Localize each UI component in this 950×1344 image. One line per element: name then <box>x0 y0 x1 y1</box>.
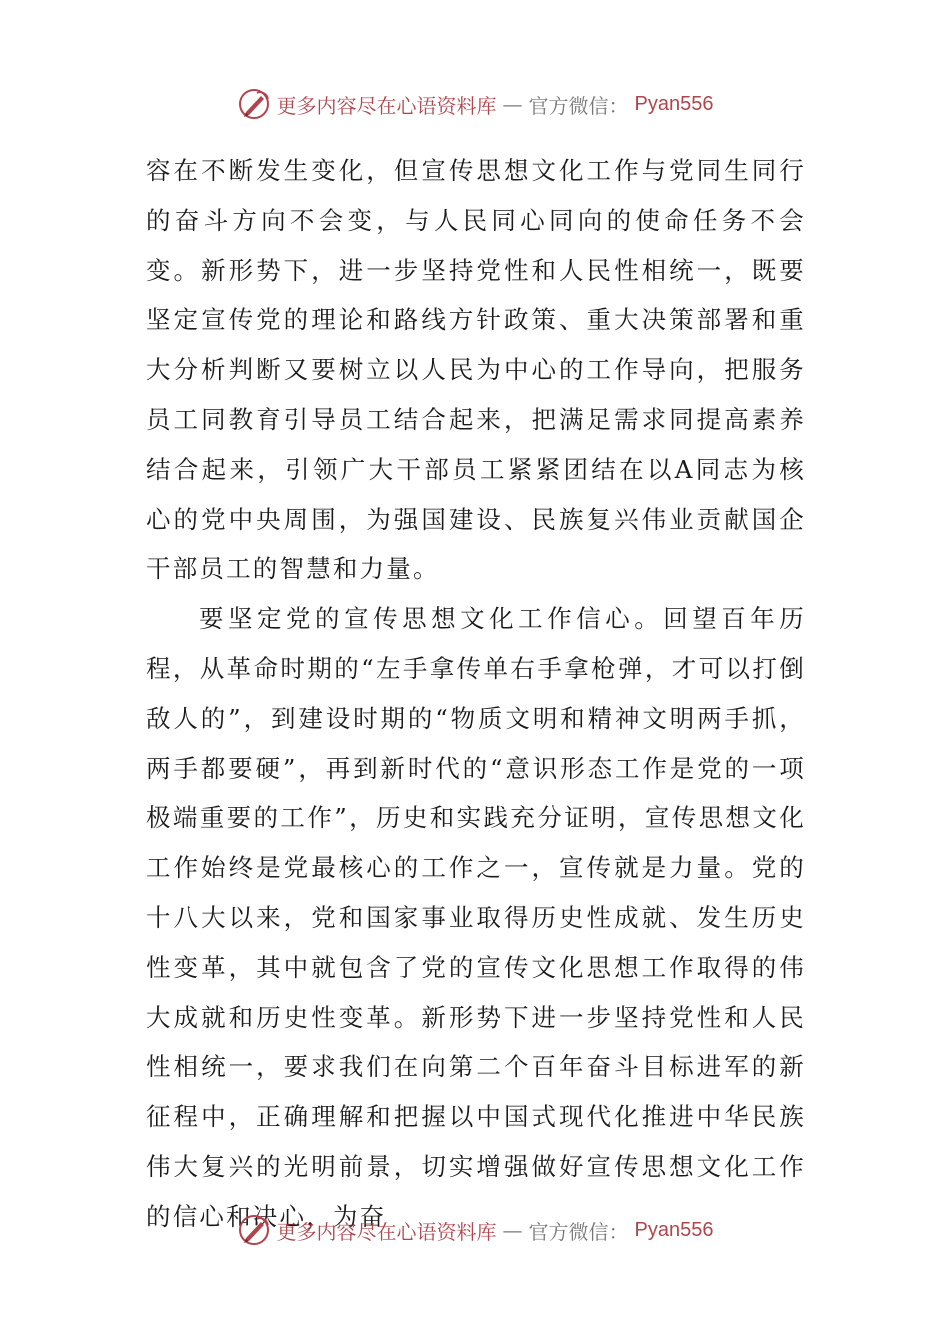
banner-dash: — <box>502 92 523 116</box>
paragraph: 要坚定党的宣传思想文化工作信心。回望百年历程，从革命时期的“左手拿传单右手拿枪弹，才可以打倒敌人的”，到建设时期的“物质文明和精神文明两手抓，两手都要硬”，再到新时代的“意识形态工作是党的一项极端重要的工作”，历史和实践充分证明，宣传思想文化工作始终是党最核心的工作之一，宣传就是力量。党的十八大以来，党和国家事业取得历史性成就、发生历史性变革，其中就包含了党的宣传文化思想工作取得的伟大成就和历史性变革。新形势下进一步坚持党性和人民性相统一，要求我们在向第二个百年奋斗目标进军的新征程中，正确理解和把握以中国式现代化推进中华民族伟大复兴的光明前景，切实增强做好宣传思想文化工作的信心和决心，为奋 <box>146 604 806 1231</box>
banner-wechat-id: Pyan556 <box>634 92 714 115</box>
document-body <box>146 146 806 1242</box>
banner-site-name: 更多内容尽在心语资料库 <box>276 1219 497 1244</box>
footer-banner <box>0 1210 950 1250</box>
banner-wechat-label: 官方微信： <box>528 93 629 118</box>
banner-site-name: 更多内容尽在心语资料库 <box>276 93 497 118</box>
banner-dash: — <box>502 1218 523 1242</box>
banner-content <box>237 1213 714 1247</box>
banner-wechat-label: 官方微信： <box>528 1219 629 1244</box>
paragraph: 容在不断发生变化，但宣传思想文化工作与党同生同行的奋斗方向不会变，与人民同心同向的使命任务不会变。新形势下，进一步坚持党性和人民性相统一，既要坚定宣传党的理论和路线方针政策、重大决策部署和重大分析判断又要树立以人民为中心的工作导向，把服务员工同教育引导员工结合起来，把满足需求同提高素养结合起来，引领广大干部员工紧紧团结在以A同志为核心的党中央周围，为强国建设、民族复兴伟业贡献国企干部员工的智慧和力量。 <box>146 156 806 584</box>
pen-logo-icon <box>237 1213 271 1247</box>
pen-logo-icon <box>237 87 271 121</box>
header-banner <box>0 84 950 124</box>
banner-content <box>237 87 714 121</box>
banner-wechat-id: Pyan556 <box>634 1218 714 1241</box>
